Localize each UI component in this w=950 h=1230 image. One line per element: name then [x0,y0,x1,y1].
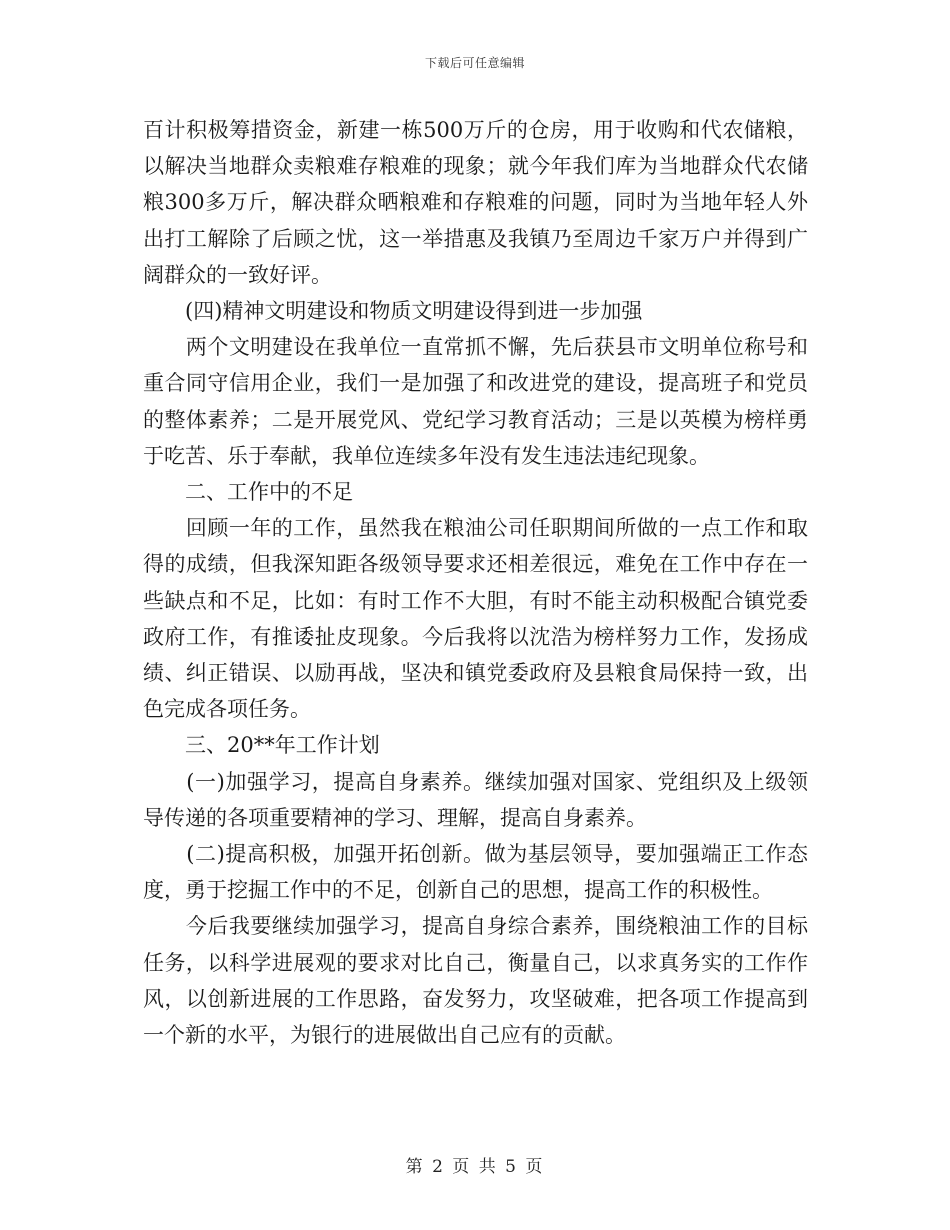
section-heading-shortcomings: 二、工作中的不足 [143,480,353,505]
document-body [143,112,808,1053]
paragraph-plan-study: (一)加强学习，提高自身素养。继续加强对国家、党组织及上级领导传递的各项重要精神的学习、理解，提高自身素养。 [143,769,808,830]
page-header: 下载后可任意编辑 [424,56,525,70]
paragraph-civilization: 两个文明建设在我单位一直常抓不懈，先后获县市文明单位称号和重合同守信用企业，我们一是加强了和改进党的建设，提高班子和党员的整体素养；二是开展党风、党纪学习教育活动；三是以英模为榜样勇于吃苦、乐于奉献，我单位连续多年没有发生违法违纪现象。 [143,335,808,468]
paragraph-fund-raising: 百计积极筹措资金，新建一栋500万斤的仓房，用于收购和代农储粮，以解决当地群众卖粮难存粮难的现象；就今年我们库为当地群众代农储粮300多万斤，解决群众晒粮难和存粮难的问题，同时为当地年轻人外出打工解除了后顾之忧，这一举措惠及我镇乃至周边千家万户并得到广阔群众的一致好评。 [143,118,808,287]
paragraph-shortcomings: 回顾一年的工作，虽然我在粮油公司任职期间所做的一点工作和取得的成绩，但我深知距各级领导要求还相差很远，难免在工作中存在一些缺点和不足，比如：有时工作不大胆，有时不能主动积极配合镇党委政府工作，有推诿扯皮现象。今后我将以沈浩为榜样努力工作，发扬成绩、纠正错误、以励再战，坚决和镇党委政府及县粮食局保持一致，出色完成各项任务。 [143,516,808,722]
paragraph-conclusion: 今后我要继续加强学习，提高自身综合素养，围绕粮油工作的目标任务，以科学进展观的要求对比自己，衡量自己，以求真务实的工作作风，以创新进展的工作思路，奋发努力，攻坚破难，把各项工作提高到一个新的水平，为银行的进展做出自己应有的贡献。 [143,914,808,1048]
paragraph-plan-innovation: (二)提高积极，加强开拓创新。做为基层领导，要加强端正工作态度，勇于挖掘工作中的不足，创新自己的思想，提高工作的积极性。 [143,842,808,903]
section-heading-work-plan: 三、20**年工作计划 [143,733,380,758]
page-number: 第 2 页 共 5 页 [405,1157,545,1177]
section-heading-civilization: (四)精神文明建设和物质文明建设得到进一步加强 [143,299,643,324]
